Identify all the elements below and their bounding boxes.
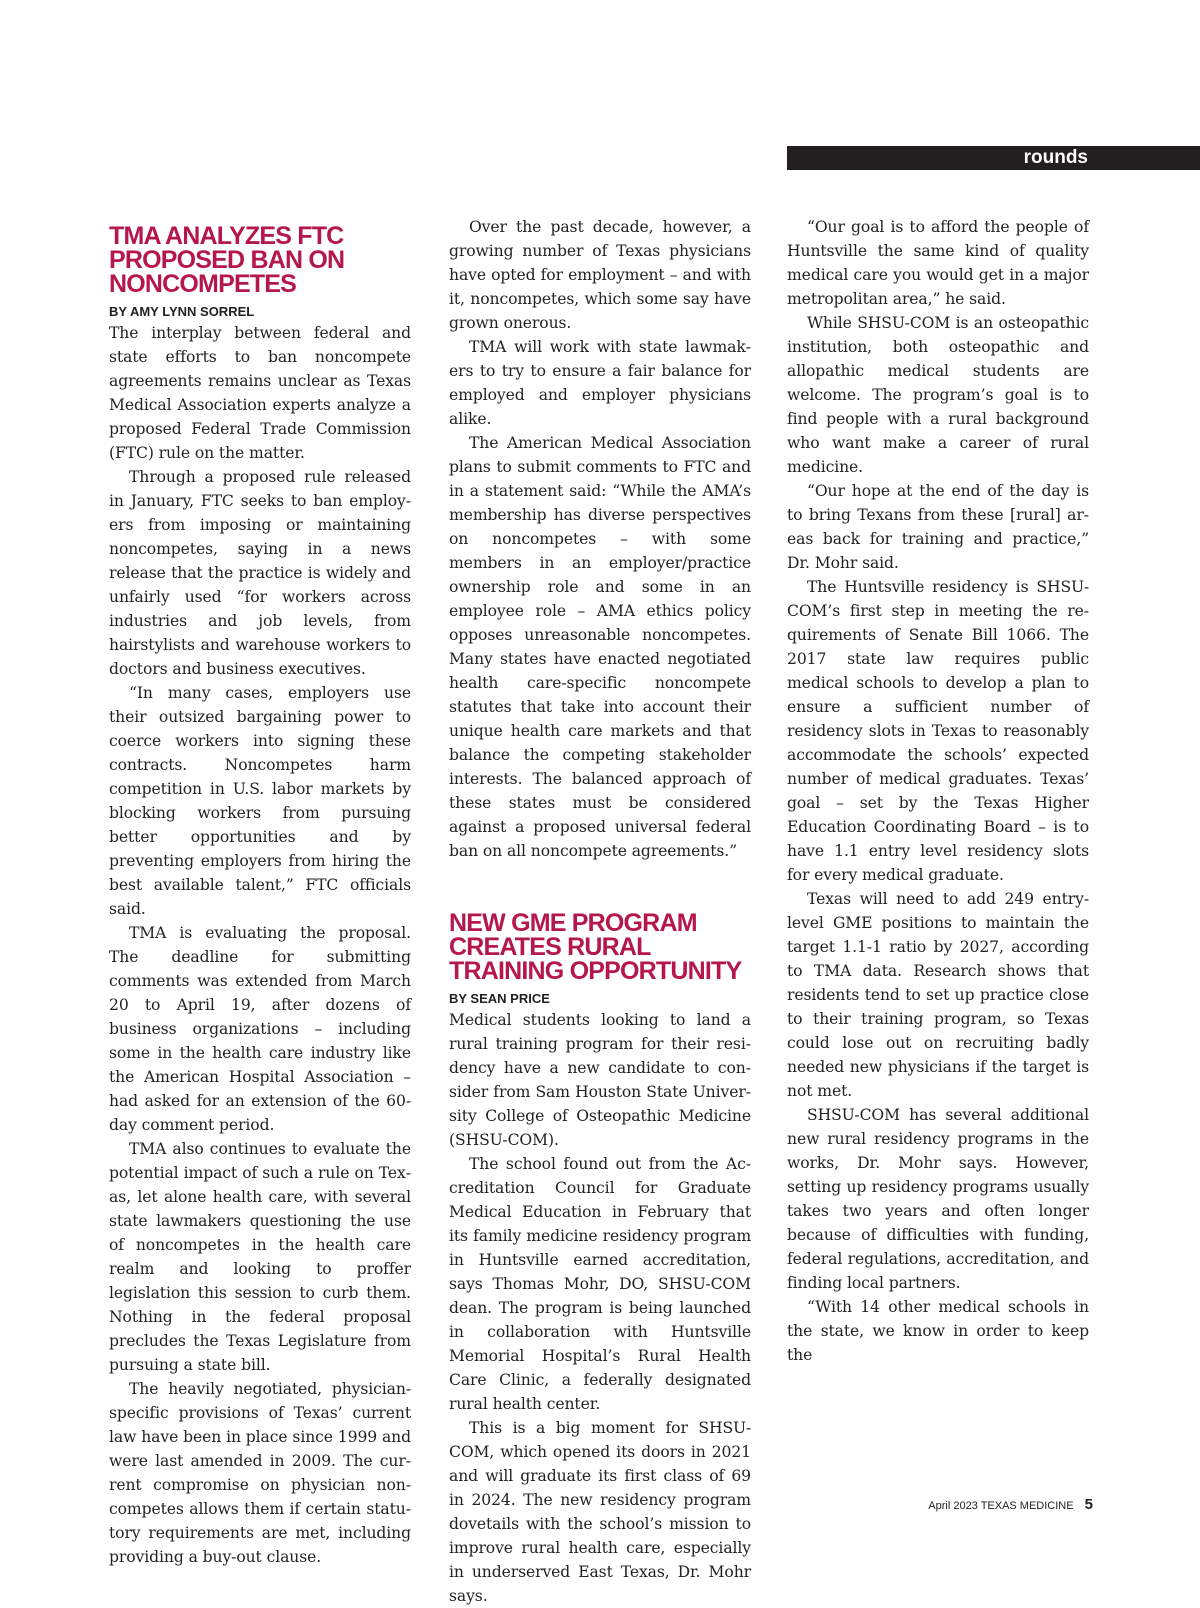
article-1-paragraph: The interplay between federal and state efforts to ban noncompete agreements remains unclear as Texas Medical Association experts analyze a proposed Federal Trade Commission (FTC) rule on the matter. (109, 324, 411, 462)
section-header-bar (787, 146, 1200, 170)
article-2-paragraph: “Our hope at the end of the day is to bring Texans from these [rural] areas back for training and practice,” Dr. Mohr said. (787, 482, 1089, 572)
article-1-paragraph: TMA will work with state lawmakers to try to ensure a fair balance for employed and employer physicians alike. (449, 338, 751, 428)
article-2-paragraph: While SHSU-COM is an osteopathic institution, both osteopathic and allopathic medical students are welcome. The program’s goal is to find people with a rural background who want make a career of rural medicine. (787, 314, 1089, 476)
footer-publication: TEXAS MEDICINE (980, 1500, 1074, 1512)
article-2-paragraph: This is a big moment for SHSU-COM, which opened its doors in 2021 and will graduate its first class of 69 in 2024. The new residency program dovetails with the school’s mission to improve rural health care, especially in underserved East Texas, Dr. Mohr says. (449, 1419, 751, 1605)
article-2-byline: BY SEAN PRICE (449, 991, 550, 1006)
article-2-paragraph: Texas will need to add 249 entry-level GME positions to maintain the target 1.1-1 ratio by 2027, according to TMA data. Research shows that residents tend to set up practice close to their training program, so Texas could lose out on recruiting badly needed new physicians if the target is not met. (787, 890, 1089, 1100)
article-2-paragraph: The school found out from the Accreditation Council for Graduate Medical Education in February that its family medicine residency program in Huntsville earned accreditation, says Thomas Mohr, DO, SHSU-COM dean. The program is being launched in collaboration with Huntsville Memorial Hospital’s Rural Health Care Clinic, a federally designated rural health center. (449, 1155, 751, 1413)
article-1-paragraph: TMA is evaluating the proposal. The deadline for submitting comments was extended from March 20 to April 19, after dozens of business organizations – including some in the health care industry like the American Hospital Association – had asked for an extension of the 60-day comment period. (109, 924, 411, 1134)
article-2-paragraph: The Huntsville residency is SHSU-COM’s first step in meeting the requirements of Senate Bill 1066. The 2017 state law requires public medical schools to develop a plan to ensure a sufficient number of residency slots in Texas to reasonably accommodate the schools’ expected number of medical graduates. Texas’ goal – set by the Texas Higher Education Coordinating Board – is to have 1.1 entry level residency slots for every medical graduate. (787, 578, 1089, 884)
article-2-paragraph: “With 14 other medical schools in the state, we know in order to keep the (787, 1298, 1089, 1364)
column-1 (109, 224, 411, 1569)
article-1-paragraph: TMA also continues to evaluate the potential impact of such a rule on Texas, let alone health care, with several state lawmakers questioning the use of noncompetes in the health care realm and looking to proffer legislation this session to curb them. Nothing in the federal proposal precludes the Texas Legislature from pursuing a state bill. (109, 1140, 411, 1374)
article-1-byline: BY AMY LYNN SORREL (109, 304, 255, 319)
page-footer (928, 1496, 1093, 1513)
article-2-paragraph: SHSU-COM has several additional new rural residency programs in the works, Dr. Mohr says. However, setting up residency programs usually takes two years and often longer because of difficulties with funding, federal regulations, accreditation, and finding local partners. (787, 1106, 1089, 1292)
article-1-paragraph: The heavily negotiated, physician-specific provisions of Texas’ current law have been in place since 1999 and were last amended in 2009. The current compromise on physician noncompetes allows them if certain statutory requirements are met, including providing a buy-out clause. (109, 1380, 411, 1566)
article-2-paragraph: Medical students looking to land a rural training program for their residency have a new candidate to consider from Sam Houston State University College of Osteopathic Medicine (SHSU-COM). (449, 1011, 751, 1149)
page-number: 5 (1084, 1496, 1093, 1513)
article-gap (449, 863, 751, 911)
article-2-headline: NEW GME PROGRAM CREATES RURAL TRAINING OPPORTUNITY (449, 909, 742, 985)
section-label: rounds (1023, 147, 1088, 168)
article-1-paragraph: Through a proposed rule released in January, FTC seeks to ban employers from imposing or maintaining noncompetes, saying in a news release that the practice is widely and unfairly used “for workers across industries and job levels, from hairstylists and warehouse workers to doctors and business executives. (109, 468, 411, 678)
article-1-headline: TMA ANALYZES FTC PROPOSED BAN ON NONCOMPETES (109, 222, 345, 298)
article-2-paragraph: “Our goal is to afford the people of Huntsville the same kind of quality medical care you would get in a major metropolitan area,” he said. (787, 218, 1089, 308)
article-1-paragraph: The American Medical Association plans to submit comments to FTC and in a statement said: “While the AMA’s membership has diverse perspectives on noncompetes – with some members in an employer/practice ownership role and some in an employee role – AMA ethics policy opposes unreasonable noncompetes. Many states have enacted negotiated health care-specific noncompete statutes that take into account their unique health care markets and that balance the competing stakeholder interests. The balanced approach of these states must be considered against a proposed universal federal ban on all noncompete agreements.” (449, 434, 751, 860)
article-1-paragraph: Over the past decade, however, a growing number of Texas physicians have opted for employment – and with it, noncompetes, which some say have grown onerous. (449, 218, 751, 332)
footer-issue-date: April 2023 (928, 1500, 978, 1512)
article-1-paragraph: “In many cases, employers use their outsized bargaining power to coerce workers into signing these contracts. Noncompetes harm competition in U.S. labor markets by blocking workers from pursuing better opportunities and by preventing employers from hiring the best available talent,” FTC officials said. (109, 684, 411, 918)
column-3 (787, 218, 1089, 1367)
column-2 (449, 218, 751, 1608)
